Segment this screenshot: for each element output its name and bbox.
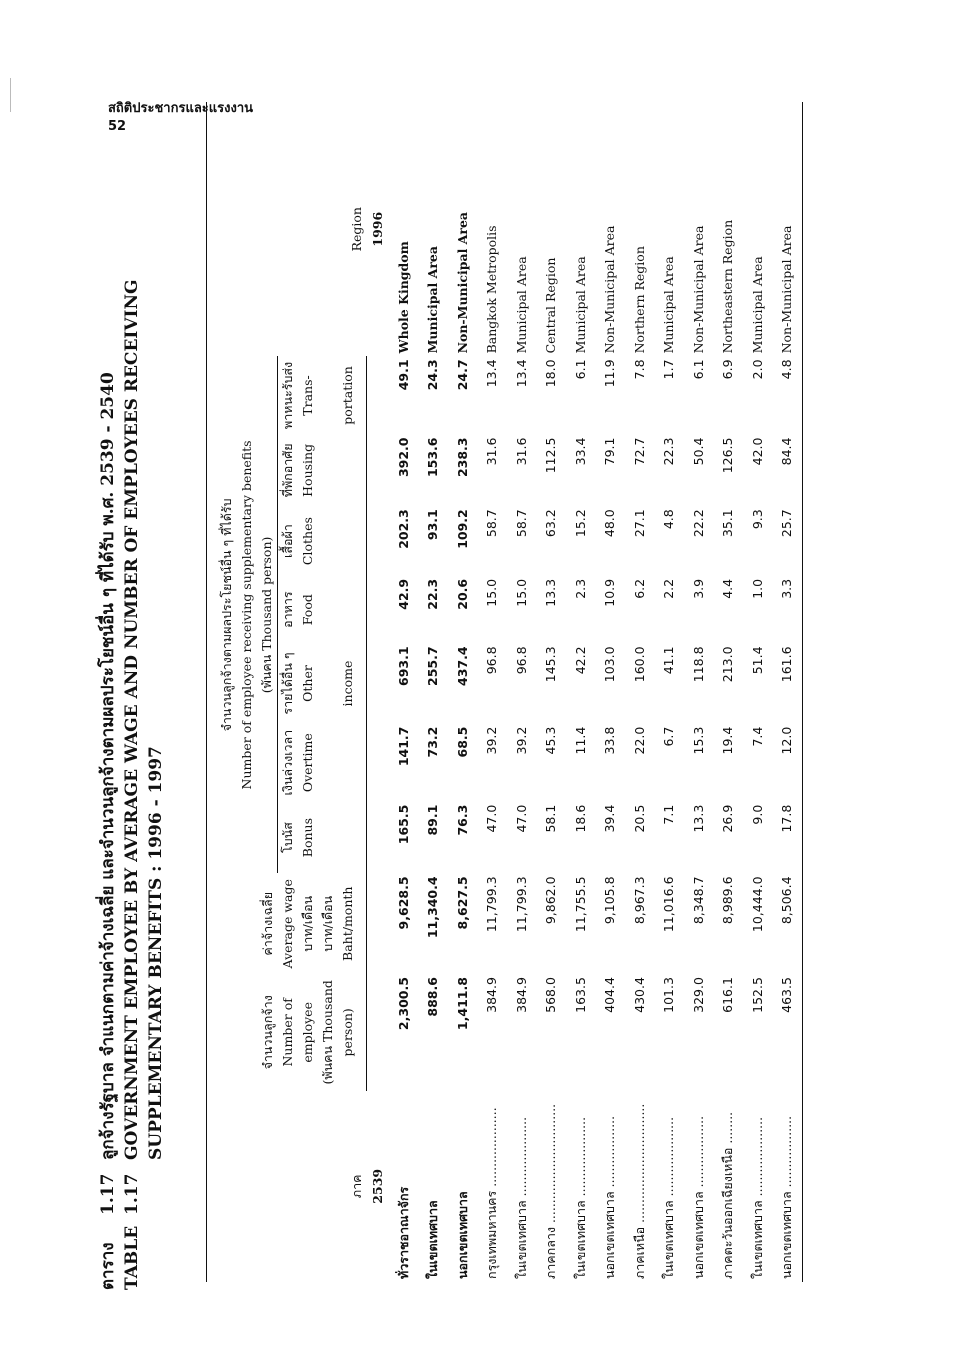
housing-cell: 33.4: [572, 437, 588, 466]
title-english-row: [120, 90, 144, 1290]
title-en-text-1: GOVERNMENT EMPLOYEE BY AVERAGE WAGE AND NUMBER OF EMPLOYEES RECEIVING: [122, 279, 142, 1160]
overtime-cell: 11.4: [572, 726, 588, 755]
table-row: [507, 102, 537, 1282]
spacer-clothes: [318, 506, 367, 576]
spacer-food: [318, 576, 367, 644]
col-wage-en1: Average wage: [280, 879, 295, 969]
region-english-cell: Municipal Area: [661, 256, 676, 354]
clothes-cell: 48.0: [602, 509, 617, 538]
wage-cell: 9,628.5: [395, 876, 411, 930]
spacer-housing: [318, 435, 367, 507]
bonus-cell: 17.8: [772, 802, 802, 874]
other-income-cell: 160.0: [631, 646, 647, 683]
region-thai-cell: กรุงเทพมหานคร ....................: [484, 1107, 499, 1279]
table-row: [477, 102, 507, 1282]
bonus-cell: 26.9: [720, 804, 735, 833]
benefits-group-en1: Number of employee receiving supplementary benefits: [239, 440, 254, 790]
col-region-th: ภาค: [207, 1091, 367, 1282]
table-title: [96, 90, 168, 1290]
clothes-cell: 4.8: [661, 509, 676, 530]
housing-cell: 31.6: [513, 437, 529, 466]
spacer-bonus: [318, 802, 367, 874]
overtime-cell: 19.4: [720, 726, 735, 755]
clothes-cell: 58.7: [484, 509, 499, 538]
region-english-cell: Non-Municipal Area: [690, 225, 706, 354]
bonus-cell: 13.3: [690, 804, 706, 833]
col-bonus-en: Bonus: [300, 817, 315, 858]
employees-cell: 152.5: [749, 977, 765, 1013]
title-thai-row: [96, 90, 120, 1290]
employees-cell: 404.4: [602, 977, 617, 1013]
col-transport-th: พาหนะรับส่ง: [280, 361, 295, 430]
col-transport-en1: Trans-: [300, 375, 315, 416]
col-benefits-group: [207, 356, 278, 873]
employees-cell: 101.3: [661, 977, 676, 1013]
other-income-cell: 161.6: [772, 643, 802, 723]
employees-cell: 463.5: [772, 974, 802, 1091]
wage-cell: 8,967.3: [631, 876, 647, 925]
overtime-cell: 22.0: [631, 726, 647, 755]
other-income-cell: 437.4: [454, 646, 470, 686]
clothes-cell: 58.7: [513, 509, 529, 538]
clothes-cell: 109.2: [454, 509, 470, 549]
table-row: [684, 102, 714, 1282]
other-income-cell: 51.4: [749, 646, 765, 675]
region-english-cell: Whole Kingdom: [395, 241, 411, 354]
col-employees-en1: Number of: [280, 998, 295, 1067]
wage-cell: 8,627.5: [454, 876, 470, 930]
benefits-group-th: จำนวนลูกจ้างตามผลประโยชน์อื่น ๆ ที่ได้รับ: [219, 498, 234, 732]
region-thai-cell: นอกเขตเทศบาล: [454, 1191, 470, 1279]
region-thai-cell: ทั่วราชอาณาจักร: [395, 1186, 411, 1279]
bonus-cell: 9.0: [749, 804, 765, 825]
region-thai-cell: นอกเขตเทศบาล ..................: [602, 1115, 617, 1279]
bonus-cell: 7.1: [661, 804, 676, 825]
region-thai-cell: นอกเขตเทศบาล ..................: [772, 1091, 802, 1282]
year-en: 1996: [369, 211, 385, 247]
food-cell: 6.2: [631, 578, 647, 599]
clothes-cell: 25.7: [772, 506, 802, 576]
data-table: [206, 102, 803, 1282]
benefits-group-en2: (พันคน Thousand person): [259, 536, 274, 694]
table-row: [772, 102, 802, 1282]
transport-cell: 1.7: [661, 359, 676, 380]
employees-unit-2: person): [340, 1008, 355, 1057]
food-cell: 15.0: [513, 578, 529, 607]
housing-cell: 392.0: [395, 437, 411, 478]
wage-cell: 11,799.3: [513, 876, 529, 933]
col-employees-en3: [318, 974, 367, 1091]
transport-cell: 13.4: [484, 359, 499, 388]
overtime-cell: 39.2: [484, 726, 499, 755]
housing-cell: 238.3: [454, 437, 470, 478]
clothes-cell: 93.1: [425, 509, 440, 541]
employees-cell: 2,300.5: [395, 977, 411, 1031]
table-row: [448, 102, 478, 1282]
transport-cell: 7.8: [631, 359, 647, 380]
region-english-cell: Non-Municipal Area: [602, 225, 617, 354]
bonus-cell: 47.0: [484, 804, 499, 833]
region-thai-cell: ภาคกลาง ..............................: [543, 1103, 558, 1279]
col-overtime-en: Overtime: [300, 733, 315, 793]
region-thai-cell: ในเขตเทศบาล ....................: [513, 1116, 529, 1279]
transport-cell: 49.1: [395, 359, 411, 391]
title-en-label: TABLE: [122, 1225, 142, 1290]
other-income-cell: 145.3: [543, 646, 558, 683]
col-food-en: Food: [300, 594, 315, 626]
clothes-cell: 35.1: [720, 509, 735, 538]
food-cell: 10.9: [602, 578, 617, 607]
employees-cell: 430.4: [631, 977, 647, 1013]
housing-cell: 153.6: [425, 437, 440, 478]
overtime-cell: 39.2: [513, 726, 529, 755]
table-row: [536, 102, 566, 1282]
housing-cell: 126.5: [720, 437, 735, 474]
region-thai-cell: ในเขตเทศบาล ....................: [661, 1116, 676, 1279]
wage-cell: 11,016.6: [661, 876, 676, 933]
clothes-cell: 9.3: [749, 509, 765, 530]
employees-cell: 329.0: [690, 977, 706, 1013]
transport-cell: 6.1: [690, 359, 706, 380]
housing-cell: 72.7: [631, 437, 647, 466]
table-body: [367, 102, 803, 1282]
title-en-number: 1.17: [122, 1173, 142, 1215]
food-cell: 3.9: [690, 578, 706, 599]
transport-cell: 4.8: [772, 356, 802, 434]
year-row: [367, 102, 389, 1282]
overtime-cell: 68.5: [454, 726, 470, 758]
col-region-en: Region: [207, 102, 367, 356]
table-row: [743, 102, 773, 1282]
region-thai-cell: ในเขตเทศบาล ....................: [749, 1116, 765, 1279]
overtime-cell: 12.0: [772, 724, 802, 802]
region-english-cell: Central Region: [543, 257, 558, 354]
employees-cell: 568.0: [543, 977, 558, 1013]
employees-cell: 163.5: [572, 977, 588, 1013]
transport-cell: 13.4: [513, 359, 529, 388]
bonus-cell: 47.0: [513, 804, 529, 833]
other-income-cell: 42.2: [572, 646, 588, 675]
wage-cell: 9,105.8: [602, 876, 617, 925]
bonus-cell: 165.5: [395, 804, 411, 845]
col-housing-en: Housing: [300, 443, 315, 497]
clothes-cell: 63.2: [543, 509, 558, 538]
scan-edge-mark: [10, 78, 11, 112]
wage-unit-th: บาท/เดือน: [320, 895, 335, 952]
table-row: [595, 102, 625, 1282]
housing-cell: 112.5: [543, 437, 558, 474]
overtime-cell: 141.7: [395, 726, 411, 767]
title-th-label: ตาราง: [98, 1242, 118, 1290]
table-row: [625, 102, 655, 1282]
col-transport-en2: portation: [318, 356, 367, 434]
wage-cell: 9,862.0: [543, 876, 558, 925]
region-english-cell: Municipal Area: [425, 246, 440, 354]
region-english-cell: Non-Municipal Area: [454, 211, 470, 354]
title-th-text: ลูกจ้างรัฐบาล จำแนกตามค่าจ้างเฉลี่ย และจำนวนลูกจ้างตามผลประโยชน์อื่น ๆ ที่ได้รับ พ.ศ. 2539 - 2540: [98, 372, 118, 1160]
col-bonus-th: โบนัส: [280, 822, 295, 853]
employees-unit-1: (พันคน Thousand: [320, 980, 335, 1085]
housing-cell: 50.4: [690, 437, 706, 466]
region-english-cell: Municipal Area: [572, 256, 588, 354]
employees-cell: 1,411.8: [454, 977, 470, 1031]
region-thai-cell: ในเขตเทศบาล ....................: [572, 1116, 588, 1279]
other-income-cell: 41.1: [661, 646, 676, 675]
title-english-row-2: [144, 90, 168, 1290]
region-thai-cell: ภาคตะวันออกเฉียงเหนือ ........: [720, 1111, 735, 1279]
col-housing-th: ที่พักอาศัย: [280, 443, 295, 498]
col-other-income-th: รายได้อื่น ๆ: [280, 652, 295, 715]
bonus-cell: 18.6: [572, 804, 588, 833]
wage-unit-en: Baht/month: [340, 886, 355, 961]
transport-cell: 24.3: [425, 359, 440, 391]
wage-cell: 10,444.0: [749, 876, 765, 933]
region-english-cell: Municipal Area: [513, 256, 529, 354]
table-row: [418, 102, 448, 1282]
employees-cell: 384.9: [513, 977, 529, 1013]
wage-cell: 11,340.4: [425, 876, 440, 939]
bonus-cell: 76.3: [454, 804, 470, 836]
food-cell: 13.3: [543, 578, 558, 607]
col-employees-en2: employee: [300, 1002, 315, 1063]
overtime-cell: 15.3: [690, 726, 706, 755]
table-row: [566, 102, 596, 1282]
transport-cell: 6.9: [720, 359, 735, 380]
wage-cell: 8,989.6: [720, 876, 735, 925]
employees-cell: 616.1: [720, 977, 735, 1013]
housing-cell: 31.6: [484, 437, 499, 466]
spacer-overtime: [318, 724, 367, 802]
employees-cell: 888.6: [425, 977, 440, 1017]
col-other-income-en2: income: [318, 643, 367, 723]
region-english-cell: Bangkok Metropolis: [484, 225, 499, 354]
housing-cell: 84.4: [772, 435, 802, 507]
transport-cell: 2.0: [749, 359, 765, 380]
bonus-cell: 20.5: [631, 804, 647, 833]
wage-cell: 11,755.5: [572, 876, 588, 933]
col-food-th: อาหาร: [280, 591, 295, 628]
col-wage-en2: บาท/เดือน: [300, 895, 315, 952]
wage-cell: 8,348.7: [690, 876, 706, 925]
title-th-number: 1.17: [98, 1173, 118, 1215]
transport-cell: 11.9: [602, 359, 617, 388]
book-title: สถิติประชากรและแรงงาน: [108, 101, 254, 116]
other-income-cell: 96.8: [513, 646, 529, 675]
region-thai-cell: ภาคเหนือ ..............................: [631, 1103, 647, 1279]
clothes-cell: 202.3: [395, 509, 411, 549]
header-row-1: [207, 102, 278, 1282]
transport-cell: 6.1: [572, 359, 588, 380]
other-income-cell: 96.8: [484, 646, 499, 675]
wage-cell: 11,799.3: [484, 876, 499, 933]
col-clothes-en: Clothes: [300, 517, 315, 566]
overtime-cell: 45.3: [543, 726, 558, 755]
col-overtime-th: เงินล่วงเวลา: [280, 729, 295, 796]
other-income-cell: 118.8: [690, 646, 706, 683]
region-english-cell: Non-Municipal Area: [772, 102, 802, 356]
housing-cell: 79.1: [602, 437, 617, 466]
food-cell: 3.3: [772, 576, 802, 644]
transport-cell: 24.7: [454, 359, 470, 391]
housing-cell: 42.0: [749, 437, 765, 466]
other-income-cell: 255.7: [425, 646, 440, 686]
food-cell: 42.9: [395, 578, 411, 610]
table-row: [713, 102, 743, 1282]
food-cell: 1.0: [749, 578, 765, 599]
region-english-cell: Northeastern Region: [720, 219, 735, 354]
employees-cell: 384.9: [484, 977, 499, 1013]
transport-cell: 18.0: [543, 359, 558, 388]
food-cell: 15.0: [484, 578, 499, 607]
overtime-cell: 33.8: [602, 726, 617, 755]
col-wage-th: ค่าจ้างเฉลี่ย: [207, 873, 278, 974]
other-income-cell: 213.0: [720, 646, 735, 683]
region-english-cell: Northern Region: [631, 246, 647, 354]
food-cell: 2.3: [572, 578, 588, 599]
other-income-cell: 693.1: [395, 646, 411, 686]
region-thai-cell: ในเขตเทศบาล: [425, 1200, 440, 1279]
food-cell: 4.4: [720, 578, 735, 599]
col-clothes-th: เสื้อผ้า: [280, 524, 295, 558]
wage-cell: 8,506.4: [772, 873, 802, 974]
overtime-cell: 73.2: [425, 726, 440, 758]
col-other-income-en1: Other: [300, 665, 315, 702]
year-spacer: [367, 356, 389, 1090]
table-row: [389, 102, 419, 1282]
region-english-cell: Municipal Area: [749, 256, 765, 354]
title-en-text-2: SUPPLEMENTARY BENEFITS : 1996 - 1997: [146, 746, 166, 1160]
col-wage-units: [318, 873, 367, 974]
food-cell: 20.6: [454, 578, 470, 610]
overtime-cell: 7.4: [749, 726, 765, 747]
clothes-cell: 22.2: [690, 509, 706, 538]
bonus-cell: 39.4: [602, 804, 617, 833]
col-employees-th: จำนวนลูกจ้าง: [207, 974, 278, 1091]
food-cell: 22.3: [425, 578, 440, 610]
overtime-cell: 6.7: [661, 726, 676, 747]
bonus-cell: 89.1: [425, 804, 440, 836]
region-thai-cell: นอกเขตเทศบาล ..................: [690, 1115, 706, 1279]
page-number: 52: [108, 119, 127, 134]
food-cell: 2.2: [661, 578, 676, 599]
other-income-cell: 103.0: [602, 646, 617, 683]
housing-cell: 22.3: [661, 437, 676, 466]
clothes-cell: 27.1: [631, 509, 647, 538]
clothes-cell: 15.2: [572, 509, 588, 538]
table-row: [654, 102, 684, 1282]
rotated-table-page: [96, 90, 876, 1290]
bonus-cell: 58.1: [543, 804, 558, 833]
year-th: 2539: [369, 1168, 385, 1204]
